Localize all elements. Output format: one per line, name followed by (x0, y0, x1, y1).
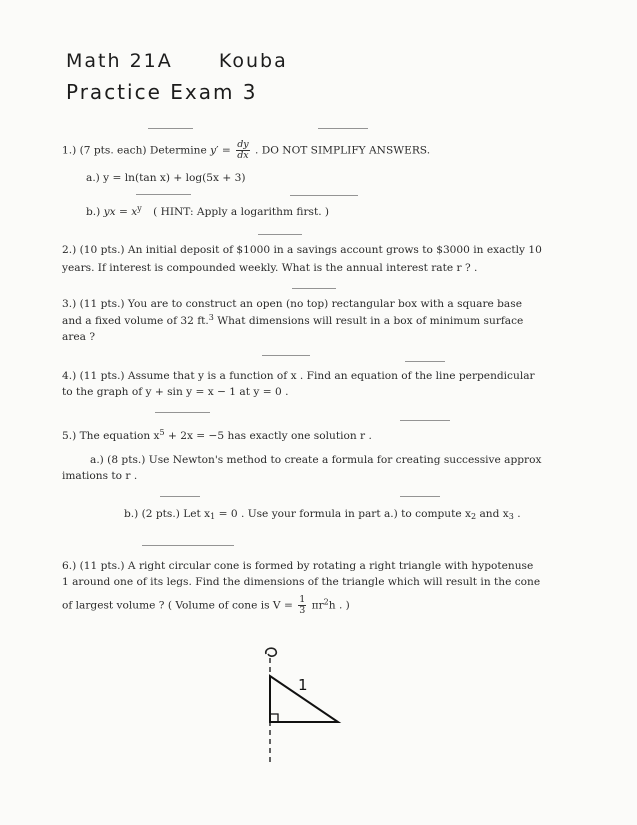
question-1b: b.) yx = $x^y$ ( HINT: Apply a logarithm first. ) (86, 204, 330, 218)
separator-rule (318, 128, 368, 129)
instructor-name: Kouba (218, 50, 288, 72)
separator-rule (155, 412, 210, 413)
separator-rule (148, 128, 193, 129)
course-header (66, 50, 288, 72)
question-6-line-2: 1 around one of its legs. Find the dimensions of the triangle which will result in the cone (62, 576, 541, 588)
hypotenuse-label: 1 (298, 676, 308, 694)
question-6-line-3: of largest volume ? ( Volume of cone is V = $\frac{1}{3}$ $\pi r^2h$ . ) (62, 594, 350, 616)
separator-rule (405, 361, 445, 362)
question-3-line-3: area ? (62, 331, 96, 343)
separator-rule (142, 545, 234, 546)
question-5a-line-1: a.) (8 pts.) Use Newton's method to create a formula for creating successive approx (90, 454, 542, 466)
rotation-arrow-icon (266, 648, 277, 656)
question-5b: b.) (2 pts.) Let $x_1 = 0$ . Use your formula in part a.) to compute $x_2$ and $x_3$ . (124, 508, 521, 521)
right-angle-marker (270, 714, 278, 722)
separator-rule (136, 194, 191, 195)
separator-rule (262, 355, 310, 356)
question-2-line-1: 2.) (10 pts.) An initial deposit of $1000 in a savings account grows to $3000 in exactly 10 (62, 244, 542, 256)
question-3-line-2: and a fixed volume of 32 ft.$^3$ What dimensions will result in a box of minimum surface (62, 313, 524, 327)
question-1: 1.) (7 pts. each) Determine y′ = $\frac{dy}{dx}$ . DO NOT SIMPLIFY ANSWERS. (62, 139, 431, 161)
separator-rule (258, 234, 302, 235)
separator-rule (292, 288, 336, 289)
separator-rule (400, 420, 450, 421)
question-5-intro: 5.) The equation $x^5 + 2x = -5$ has exactly one solution r . (62, 428, 372, 442)
course-name: Math 21A (66, 50, 173, 72)
separator-rule (290, 195, 358, 196)
question-6-line-1: 6.) (11 pts.) A right circular cone is formed by rotating a right triangle with hypotenuse (62, 560, 534, 572)
question-3-line-1: 3.) (11 pts.) You are to construct an open (no top) rectangular box with a square base (62, 298, 522, 310)
separator-rule (400, 496, 440, 497)
dy-dx-fraction: $\frac{dy}{dx}$ (237, 139, 249, 161)
one-third-fraction: $\frac{1}{3}$ (299, 594, 306, 616)
question-4-line-2: to the graph of y + sin y = x − 1 at y = 0 . (62, 386, 289, 398)
exam-title: Practice Exam 3 (66, 80, 258, 104)
separator-rule (160, 496, 200, 497)
question-2-line-2: years. If interest is compounded weekly. What is the annual interest rate r ? . (62, 262, 478, 274)
cone-triangle-diagram (258, 640, 348, 770)
question-1a: a.) y = ln(tan x) + log(5x + 3) (86, 172, 246, 184)
question-5a-line-2: imations to r . (62, 470, 138, 482)
question-4-line-1: 4.) (11 pts.) Assume that y is a function of x . Find an equation of the line perpendicular (62, 370, 535, 382)
